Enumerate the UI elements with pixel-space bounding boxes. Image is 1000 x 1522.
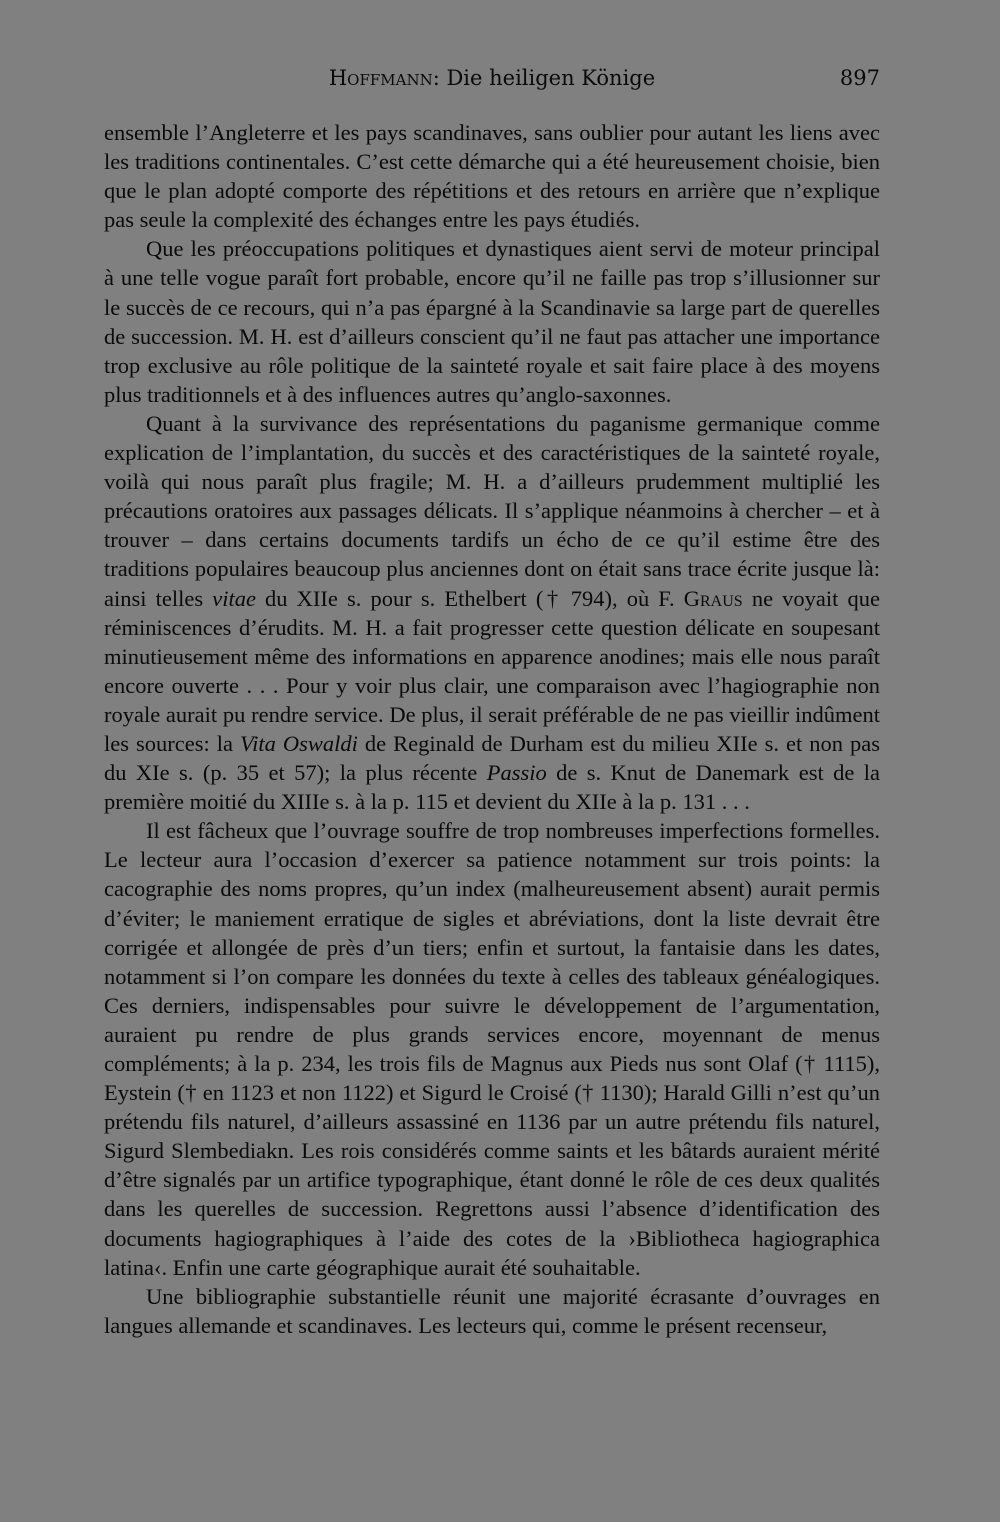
page-number: 897 <box>839 66 880 90</box>
text-run: de s. Knut de Danemark est de la première moitié du XIIIe s. à la p. 115 et devient du XIIe à la p. 131 . . . <box>104 760 880 815</box>
text-run: Graus <box>683 585 743 611</box>
text-run: Que les préoccupations politiques et dynastiques aient servi de moteur principal à une telle vogue paraît fort probable, encore qu’il ne faille pas trop s’illusionner sur le succès de ce recours, qui n’a pas épargné à la Scandinavie sa large part de querelles de succession. M. H. est d’ailleurs conscient qu’il ne faut pas attacher une importance trop exclusive au rôle politique de la sainteté royale et sait faire place à des moyens plus traditionnels et à des influences autres qu’anglo-saxonnes. <box>104 236 880 407</box>
text-run: vitae <box>212 585 256 611</box>
text-run: du XIIe s. pour s. Ethelbert († 794), où F. <box>255 585 684 611</box>
header-title: : Die heiligen Könige <box>432 66 656 90</box>
paragraph-3 <box>104 409 880 816</box>
text-run: Passio <box>486 760 547 786</box>
text-run: Une bibliographie substantielle réunit une majorité écrasante d’ouvrages en langues allemande et scandinaves. Les lecteurs qui, comme le présent recenseur, <box>104 1283 880 1338</box>
text-run: Il est fâcheux que l’ouvrage souffre de trop nombreuses imperfections formelles. Le lecteur aura l’occasion d’exercer sa patience notamment sur trois points: la cacographie des noms propres, qu’un index (malheureusement absent) aurait permis d’éviter; le maniement erratique de sigles et abréviations, dont la liste devrait être corrigée et allongée de près d’un tiers; enfin et surtout, la fantaisie dans les dates, notamment si l’on compare les données du texte à celles des tableaux généalogiques. Ces derniers, indispensables pour suivre le développement de l’argumentation, auraient pu rendre de plus grands services encore, moyennant de menus compléments; à la p. 234, les trois fils de Magnus aux Pieds nus sont Olaf († 1115), Eystein († en 1123 et non 1122) et Sigurd le Croisé († 1130); Harald Gilli n’est qu’un prétendu fils naturel, d’ailleurs assassiné en 1136 par un autre prétendu fils naturel, Sigurd Slembediakn. Les rois considérés comme saints et les bâtards auraient mérité d’être signalés par un artifice typographique, étant donné le rôle de ces deux qualités dans les querelles de succession. Regrettons aussi l’absence d’identification des documents hagiographiques à l’aide des cotes de la ›Bibliotheca hagiographica latina‹. Enfin une carte géographique aurait été souhaitable. <box>104 818 880 1280</box>
running-header <box>104 66 880 98</box>
text-run: Vita Oswaldi <box>240 730 358 756</box>
paragraph-2 <box>104 234 880 409</box>
text-run: ensemble l’Angleterre et les pays scandinaves, sans oublier pour autant les liens avec les traditions continentales. C’est cette démarche qui a été heureusement choisie, bien que le plan adopté comporte des répétitions et des retours en arrière que n’explique pas seule la complexité des échanges entre les pays étudiés. <box>104 120 880 233</box>
header-author: Hoffmann <box>328 66 433 90</box>
paragraph-4 <box>104 816 880 1282</box>
text-run: de Reginald de Durham est du milieu XIIe s. et non pas du XIe s. (p. 35 et 57); la plus récente <box>104 730 880 786</box>
text-run: Quant à la survivance des représentations du paganisme germanique comme explication de l’implantation, du succès et des caractéristiques de la sainteté royale, voilà qui nous paraît plus fragile; M. H. a d’ailleurs prudemment multiplié les précautions oratoires aux passages délicats. Il s’applique néanmoins à chercher – et à trouver – dans certains documents tardifs un écho de ce qu’il estime être des traditions populaires beaucoup plus anciennes dont on était sans trace écrite jusque là: ainsi telles <box>104 410 880 611</box>
text-run: ne voyait que réminiscences d’érudits. M. H. a fait progresser cette question délicate en soupesant minutieusement même des informations en apparence anodines; mais elle nous paraît encore ouverte . . . Pour y voir plus clair, une comparaison avec l’hagiographie non royale aurait pu rendre service. De plus, il serait préférable de ne pas vieillir indûment les sources: la <box>104 585 880 756</box>
paragraph-1 <box>104 118 880 234</box>
paragraph-5 <box>104 1282 880 1340</box>
body-text <box>104 118 880 1340</box>
running-title <box>104 66 880 90</box>
